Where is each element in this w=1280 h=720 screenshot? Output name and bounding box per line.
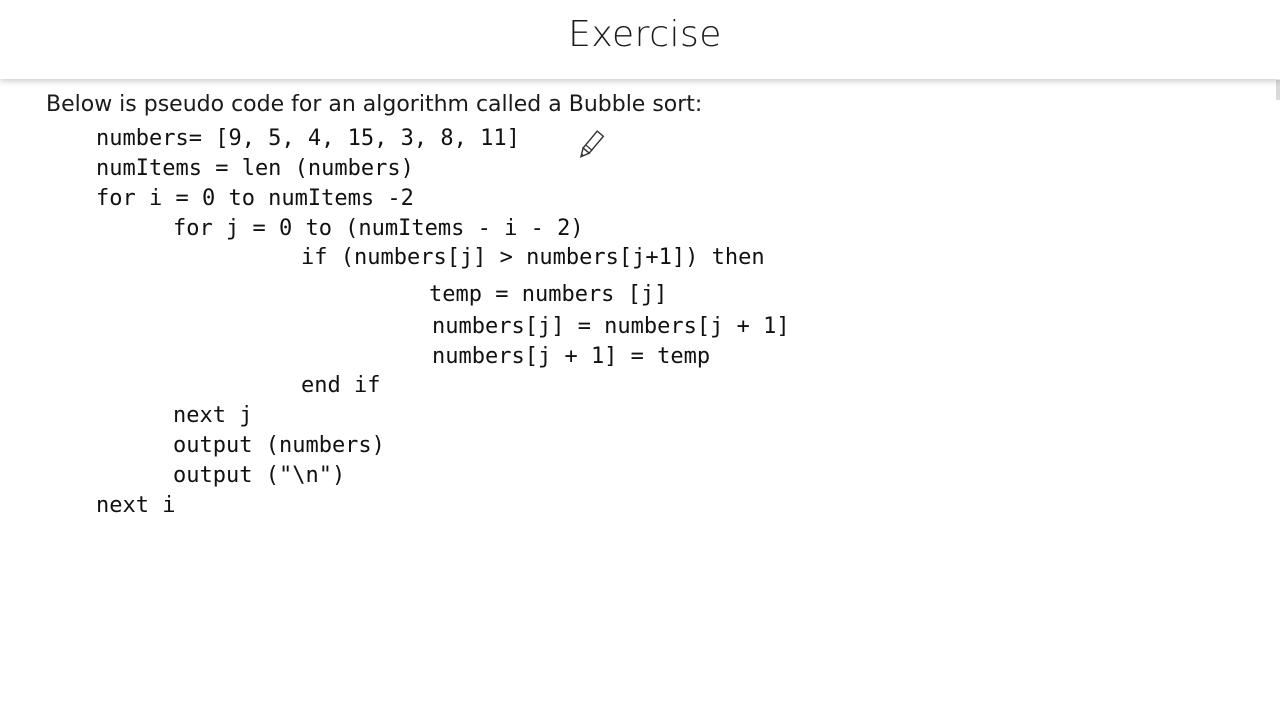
scrollbar[interactable] (1276, 80, 1280, 100)
code-line: end if (301, 373, 381, 398)
code-line: numbers[j] = numbers[j + 1] (432, 314, 790, 339)
code-line: next i (96, 493, 176, 518)
code-line: output (numbers) (173, 433, 385, 458)
code-line: numItems = len (numbers) (96, 156, 414, 181)
code-line: next j (173, 403, 253, 428)
title-bar (0, 0, 1280, 79)
intro-text: Below is pseudo code for an algorithm called a Bubble sort: (46, 92, 703, 117)
code-line: for i = 0 to numItems -2 (96, 186, 414, 211)
pencil-cursor-icon (572, 128, 608, 164)
code-line: numbers= [9, 5, 4, 15, 3, 8, 11] (96, 126, 520, 151)
code-line: numbers[j + 1] = temp (432, 344, 711, 369)
code-line: if (numbers[j] > numbers[j+1]) then (301, 245, 765, 270)
slide-title: Exercise (568, 14, 722, 55)
code-line: for j = 0 to (numItems - i - 2) (173, 216, 584, 241)
code-line: output ("\n") (173, 463, 346, 488)
code-line: temp = numbers [j] (429, 282, 668, 307)
